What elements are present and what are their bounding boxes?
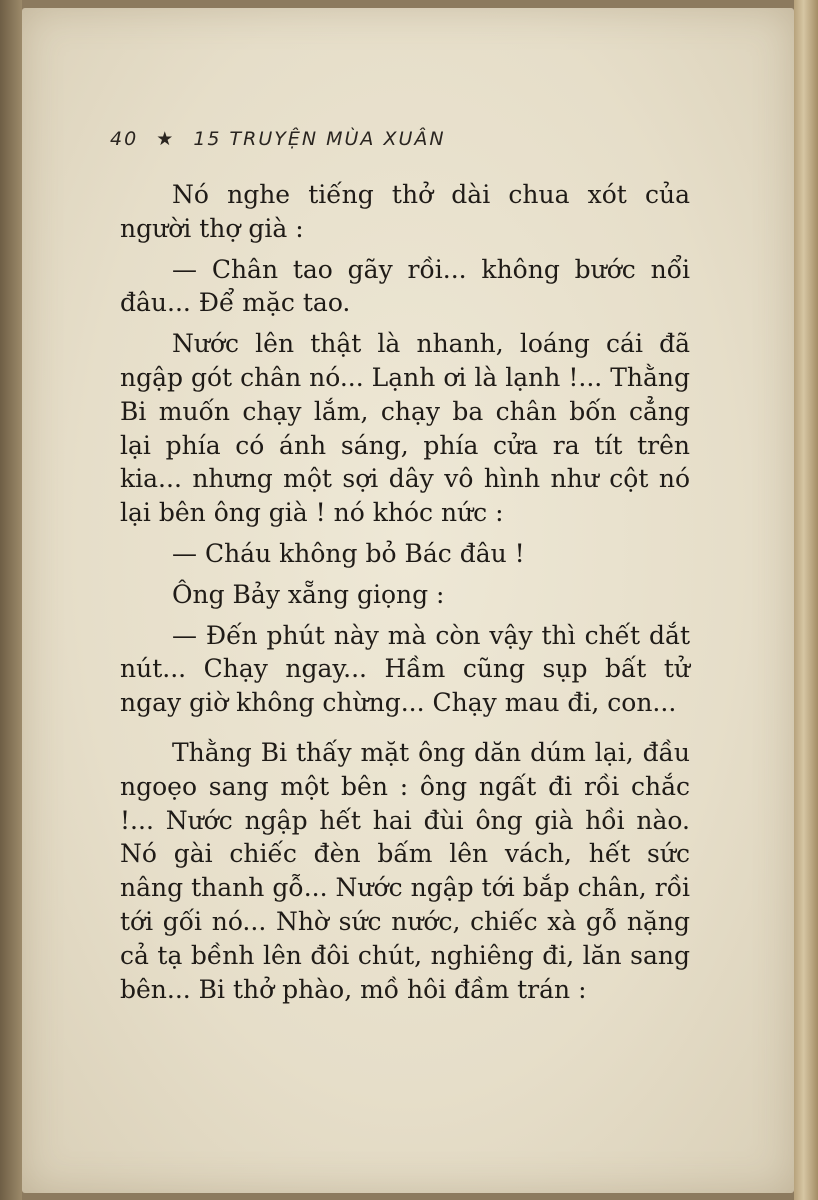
running-header: [110, 128, 456, 150]
book-spine-edge: [794, 0, 818, 1200]
book-left-edge: [0, 0, 22, 1200]
star-icon: ★: [156, 128, 176, 150]
paragraph: Ông Bảy xẵng giọng :: [172, 579, 445, 609]
paragraph: — Chân tao gãy rồi... không bước nổi đâu... Để mặc tao.: [120, 254, 690, 318]
paragraph: Nước lên thật là nhanh, loáng cái đã ngập gót chân nó... Lạnh ơi là lạnh !... Thằng Bi muốn chạy lắm, chạy ba chân bốn cẳng lại phía có ánh sáng, phía cửa ra tít trên kia... nhưng một sợi dây vô hình như cột nó lại bên ông già ! nó khóc nức :: [120, 329, 690, 528]
paragraph: Nó nghe tiếng thở dài chua xót của người thợ già :: [120, 180, 690, 243]
book-title: 15 TRUYỆN MÙA XUÂN: [193, 128, 446, 150]
paragraph: Thằng Bi thấy mặt ông dăn dúm lại, đầu ngoẹo sang một bên : ông ngất đi rồi chắc !... Nước ngập hết hai đùi ông già hồi nào. Nó gài chiếc đèn bấm lên vách, hết sức nâng thanh gỗ... Nước ngập tới bắp chân, rồi tới gối nó... Nhờ sức nước, chiếc xà gỗ nặng cả tạ bềnh lên đôi chút, nghiêng đi, lăn sang bên... Bi thở phào, mồ hôi đầm trán :: [120, 737, 690, 1004]
paragraph: — Đến phút này mà còn vậy thì chết dắt nút... Chạy ngay... Hầm cũng sụp bất tử ngay giờ không chừng... Chạy mau đi, con...: [120, 620, 690, 718]
body-text: [120, 178, 690, 1013]
paragraph: — Cháu không bỏ Bác đâu !: [172, 538, 525, 568]
page-number: 40: [110, 128, 139, 150]
